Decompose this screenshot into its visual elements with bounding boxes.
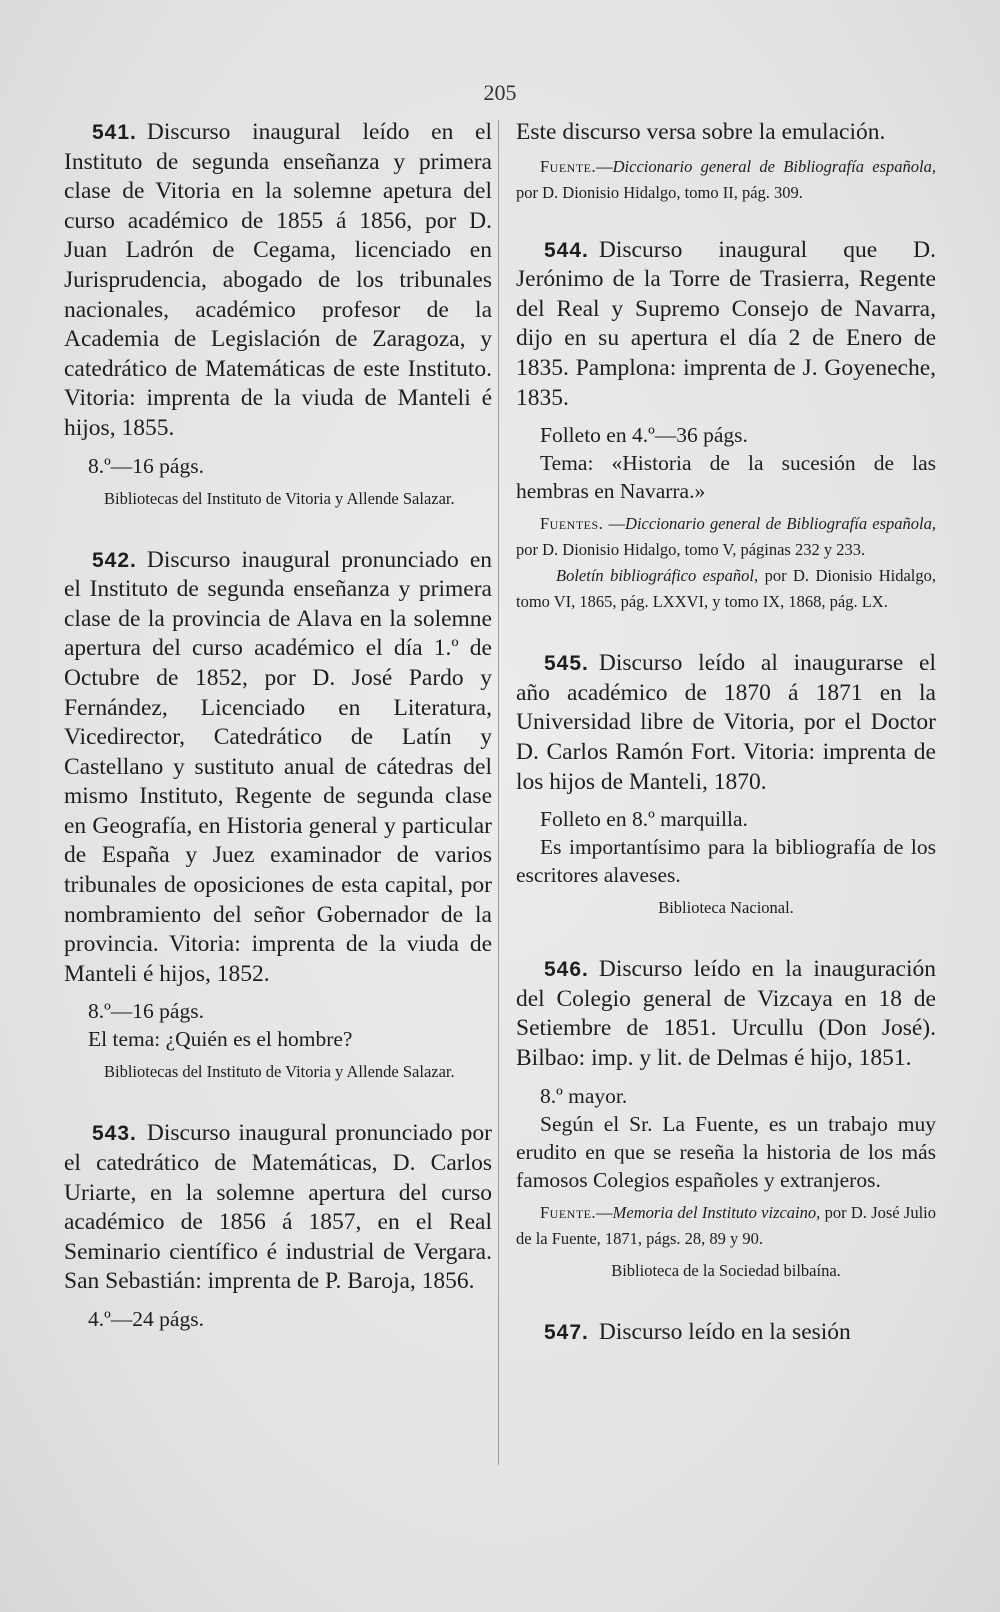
source-title: Diccionario general de Bibliografía española,	[612, 156, 936, 176]
source-details: por D. José Julio de la Fuente, 1871, págs. 28, 89 y 90.	[516, 1202, 937, 1248]
entry-number: 547.	[544, 1320, 589, 1344]
entry-theme: Tema: «Historia de la sucesión de las hembras en Navarra.»	[516, 451, 936, 504]
source-title: Diccionario general de Bibliografía española,	[625, 514, 936, 534]
source-label: Fuente.	[540, 1202, 597, 1222]
left-column	[64, 118, 492, 1367]
page-number: 205	[483, 80, 517, 105]
entry-542	[64, 546, 492, 1086]
entry-format: 4.º—24 págs.	[88, 1307, 204, 1331]
entry-text: Discurso inaugural pronunciado por el catedrático de Matemáticas, D. Carlos Uriarte, en la solemne apertura del curso académico de 1856 á 1857, en el Real Seminario científico é industrial de Vergara. San Sebastián: imprenta de P. Baroja, 1856.	[64, 1120, 492, 1295]
entry-number: 541.	[92, 121, 137, 144]
entry-format: 8.º mayor.	[540, 1083, 628, 1108]
entry-text: Discurso inaugural leído en el Instituto de segunda enseñanza y primera clase de Vitoria en la solemne apetura del curso académico de 1855 á 1856, por D. Juan Ladrón de Cegama, licenciado en Jurisprudencia, abogado de los tribunales nacionales, académico profesor de la Academia de Legislación de Zaragoza, y catedrático de Matemáticas de este Instituto. Vitoria: imprenta de la viuda de Manteli é hijos, 1855.	[64, 119, 492, 441]
entry-format: Folleto en 4.º—36 págs.	[540, 423, 748, 448]
entry-format: Folleto en 8.º marquilla.	[540, 807, 748, 832]
source2-title: Boletín bibliográfico español,	[556, 566, 759, 586]
entry-text: Discurso leído en la inauguración del Colegio general de Vizcaya en 18 de Setiembre de 1851. Urcullu (Don José). Bilbao: imp. y lit. de Delmas é hijo, 1851.	[516, 956, 936, 1071]
entry-theme: El tema: ¿Quién es el hombre?	[88, 1027, 353, 1052]
entry-number: 542.	[92, 548, 137, 572]
entry-note: Según el Sr. La Fuente, es un trabajo muy erudito en que se reseña la historia de los más famosos Colegios españoles y extranjeros.	[516, 1111, 936, 1192]
right-column	[516, 118, 936, 1381]
entry-text: Discurso leído al inaugurarse el año académico de 1870 á 1871 en la Universidad libre de Vitoria, por el Doctor D. Carlos Ramón Fort. Vitoria: imprenta de los hijos de Manteli, 1870.	[516, 650, 936, 795]
entry-library: Biblioteca Nacional.	[658, 898, 794, 918]
entry-544: 544. Discurso inaugural que D. Jerónimo de la Torre de Trasierra, Regente del Real y Supremo Consejo de Navarra, dijo en su apertura el día 2 de Enero de 1835. Pamplona: imprenta de J. Goyeneche, 1835. Folleto en 4.º—36 págs. Tema: «Historia de la sucesión de las hembras en Navarra.» Fuentes. —Diccionario general de Bibliografía española, por D. Dionisio Hidalgo, tomo V, páginas 232 y 233. Boletín bibliográfico español, por D. Dionisio Hidalgo, tomo VI, 1865, pág. LXXVI, y tomo IX, 1868, pág. LX.	[516, 236, 936, 612]
entry-number: 543.	[92, 1122, 137, 1146]
source-label: Fuente.	[540, 156, 597, 176]
entry-text: Discurso leído en la sesión	[598, 1318, 851, 1345]
source-title: Memoria del Instituto vizcaino,	[612, 1202, 821, 1222]
entry-text: Discurso inaugural que D. Jerónimo de la Torre de Trasierra, Regente del Real y Supremo Consejo de Navarra, dijo en su apertura el día 2 de Enero de 1835. Pamplona: imprenta de J. Goyeneche, 1835.	[516, 236, 936, 411]
entry-format: 8.º—16 págs.	[88, 453, 204, 478]
continuation-text: Este discurso versa sobre la emulación.	[516, 119, 886, 145]
entry-continuation: Este discurso versa sobre la emulación. Fuente.—Diccionario general de Bibliografía española, por D. Dionisio Hidalgo, tomo II, pág. 309.	[516, 119, 936, 202]
entry-545	[516, 649, 936, 921]
entry-number: 545.	[544, 652, 589, 676]
entry-541	[64, 118, 492, 512]
entry-547	[516, 1318, 936, 1348]
entry-library: Biblioteca de la Sociedad bilbaína.	[611, 1260, 841, 1280]
source-details: por D. Dionisio Hidalgo, tomo II, pág. 309.	[516, 182, 803, 202]
entry-number: 546.	[544, 958, 589, 982]
entry-library: Bibliotecas del Instituto de Vitoria y Allende Salazar.	[104, 488, 455, 508]
entry-library: Bibliotecas del Instituto de Vitoria y Allende Salazar.	[104, 1062, 455, 1082]
source-label: Fuentes.	[540, 514, 604, 534]
entry-543	[64, 1119, 492, 1333]
entry-note: Es importantísimo para la bibliografía de los escritores alaveses.	[516, 835, 936, 888]
entry-text: Discurso inaugural pronunciado en el Instituto de segunda enseñanza y primera clase de la provincia de Alava en la solemne apertura del curso académico el día 1.º de Octubre de 1852, por D. José Pardo y Fernández, Licenciado en Literatura, Vicedirector, Catedrático de Latín y Castellano y sustituto anual de cátedras del mismo Instituto, Regente de segunda clase en Geografía, en Historia general y particular de España y Juez examinador de varios tribunales de oposiciones de esta capital, por nombramiento del señor Gobernador de la provincia. Vitoria: imprenta de la viuda de Manteli é hijos, 1852.	[64, 546, 492, 987]
entry-number: 544.	[544, 238, 589, 262]
entry-546: 546. Discurso leído en la inauguración del Colegio general de Vizcaya en 18 de Setiembre de 1851. Urcullu (Don José). Bilbao: imp. y lit. de Delmas é hijo, 1851. 8.º mayor. Según el Sr. La Fuente, es un trabajo muy erudito en que se reseña la historia de los más famosos Colegios españoles y extranjeros. Fuente.—Memoria del Instituto vizcaino, por D. José Julio de la Fuente, 1871, págs. 28, 89 y 90. Biblioteca de la Sociedad bilbaína.	[516, 955, 936, 1283]
entry-format: 8.º—16 págs.	[88, 999, 204, 1024]
source-details: por D. Dionisio Hidalgo, tomo V, páginas 232 y 233.	[516, 540, 866, 560]
source2-details: por D. Dionisio Hidalgo, tomo VI, 1865, pág. LXXVI, y tomo IX, 1868, pág. LX.	[516, 566, 936, 612]
column-divider	[498, 120, 499, 1465]
